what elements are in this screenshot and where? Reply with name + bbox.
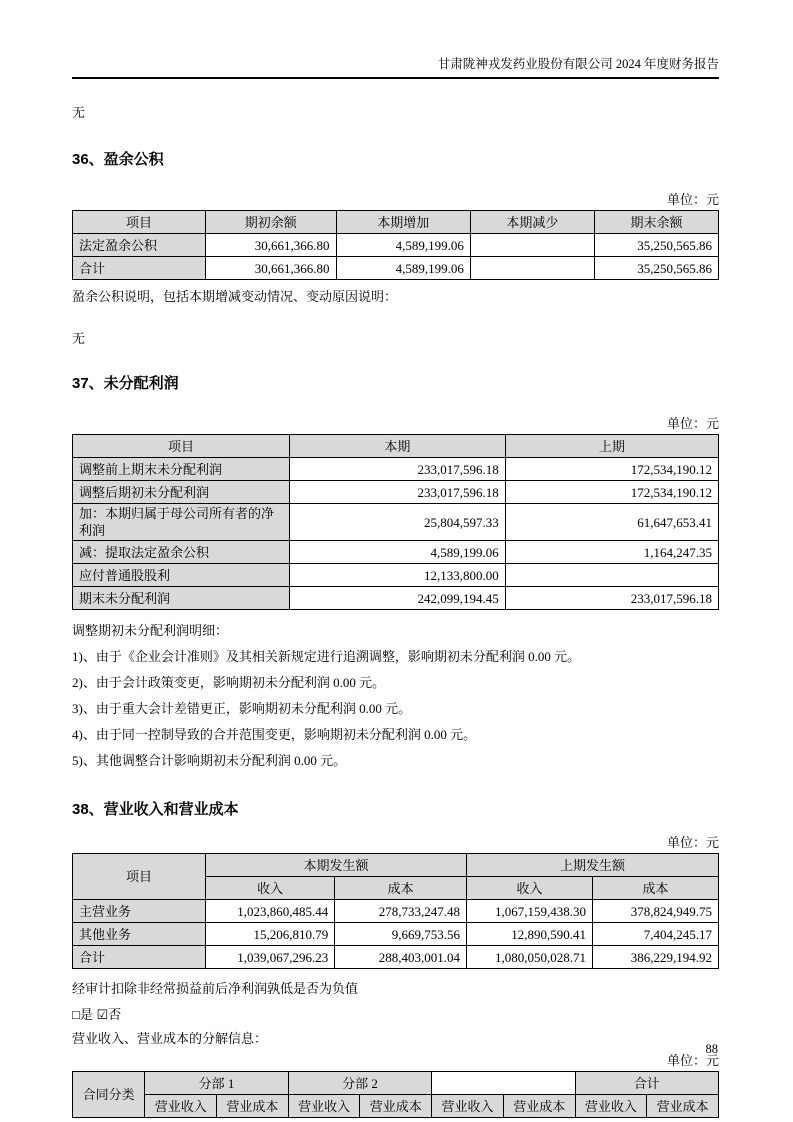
- table-row: [73, 900, 719, 923]
- adjustment-detail-item-5: 5)、其他调整合计影响期初未分配利润 0.00 元。: [72, 753, 347, 768]
- header-cell-closing: 期末余额: [594, 211, 718, 234]
- table-header-row: [73, 435, 719, 458]
- table-row-total: [73, 257, 719, 280]
- row-label-cell: 加：本期归属于母公司所有者的净利润: [73, 504, 290, 541]
- subheader-cell-revenue: 营业收入: [145, 1095, 217, 1118]
- header-cell-total: 合计: [575, 1072, 718, 1095]
- header-cell-increase: 本期增加: [336, 211, 470, 234]
- value-cell: 172,534,190.12: [505, 458, 718, 481]
- value-cell: 1,067,159,438.30: [467, 900, 593, 923]
- header-cell-segment-2: 分部 2: [288, 1072, 431, 1095]
- table-group-header-row: [73, 854, 719, 877]
- value-cell: 386,229,194.92: [593, 946, 719, 969]
- row-label-cell: 期末未分配利润: [73, 587, 290, 610]
- adjustment-detail-intro: 调整期初未分配利润明细：: [72, 623, 229, 638]
- row-label-cell: 调整前上期末未分配利润: [73, 458, 290, 481]
- subheader-cell-cost: 营业成本: [217, 1095, 289, 1118]
- value-cell: 233,017,596.18: [505, 587, 718, 610]
- value-cell: 378,824,949.75: [593, 900, 719, 923]
- value-cell: 1,080,050,028.71: [467, 946, 593, 969]
- value-cell-empty: 1,164,247.35: [505, 541, 718, 564]
- header-cell-segment-blank: [432, 1072, 575, 1095]
- value-cell: 30,661,366.80: [206, 234, 336, 257]
- value-cell: 15,206,810.79: [206, 923, 335, 946]
- value-cell: 288,403,001.04: [335, 946, 467, 969]
- header-cell-opening: 期初余额: [206, 211, 336, 234]
- subheader-cell-income: 收入: [206, 877, 335, 900]
- header-cell-current-period: 本期发生额: [206, 854, 467, 877]
- section37-unit-label: 单位：元: [666, 416, 719, 431]
- table-row: [73, 504, 719, 541]
- value-cell-empty: [505, 564, 718, 587]
- value-cell: 12,133,800.00: [290, 564, 506, 587]
- table-row-total: [73, 587, 719, 610]
- value-cell-empty: [470, 234, 594, 257]
- value-cell: 4,589,199.06: [290, 541, 506, 564]
- adjustment-detail-item-1: 1)、由于《企业会计准则》及其相关新规定进行追溯调整，影响期初未分配利润 0.00 元。: [72, 649, 581, 664]
- section36-heading: 36、盈余公积: [72, 151, 164, 168]
- adjustment-detail-item-3: 3)、由于重大会计差错更正，影响期初未分配利润 0.00 元。: [72, 701, 412, 716]
- value-cell-empty: [470, 257, 594, 280]
- subheader-cell-cost: 营业成本: [647, 1095, 719, 1118]
- checkbox-yes: □是: [72, 1007, 93, 1022]
- revenue-breakdown-table: [72, 1071, 719, 1118]
- header-cell-item: 项目: [73, 854, 206, 900]
- subheader-cell-cost: 成本: [593, 877, 719, 900]
- value-cell: 233,017,596.18: [290, 458, 506, 481]
- value-cell: 35,250,565.86: [594, 234, 718, 257]
- row-label-cell: 合计: [73, 946, 206, 969]
- header-cell-item: 项目: [73, 435, 290, 458]
- adjustment-detail-item-2: 2)、由于会计政策变更，影响期初未分配利润 0.00 元。: [72, 675, 386, 690]
- value-cell: 9,669,753.56: [335, 923, 467, 946]
- header-cell-item: 项目: [73, 211, 206, 234]
- subheader-cell-revenue: 营业收入: [432, 1095, 504, 1118]
- value-cell: 61,647,653.41: [505, 504, 718, 541]
- table-row: [73, 458, 719, 481]
- subheader-cell-income: 收入: [467, 877, 593, 900]
- table-header-row: [73, 211, 719, 234]
- surplus-reserve-note: 盈余公积说明，包括本期增减变动情况、变动原因说明：: [72, 289, 398, 304]
- breakdown-intro-text: 营业收入、营业成本的分解信息：: [72, 1031, 268, 1046]
- header-cell-prior: 上期: [505, 435, 718, 458]
- value-cell: 233,017,596.18: [290, 481, 506, 504]
- section36-unit-label: 单位：元: [666, 192, 719, 207]
- subheader-cell-cost: 营业成本: [503, 1095, 575, 1118]
- none-text-2: 无: [72, 331, 86, 346]
- table-group-header-row: [73, 1072, 719, 1095]
- value-cell: 4,589,199.06: [336, 257, 470, 280]
- row-label-cell-indented: 应付普通股股利: [73, 564, 290, 587]
- value-cell: 1,039,067,296.23: [206, 946, 335, 969]
- adjustment-detail-item-4: 4)、由于同一控制导致的合并范围变更，影响期初未分配利润 0.00 元。: [72, 727, 477, 742]
- table-row: [73, 234, 719, 257]
- table-row: [73, 923, 719, 946]
- page-number: 88: [705, 1042, 718, 1056]
- subheader-cell-revenue: 营业收入: [575, 1095, 647, 1118]
- header-cell-segment-1: 分部 1: [145, 1072, 288, 1095]
- value-cell: 278,733,247.48: [335, 900, 467, 923]
- value-cell: 4,589,199.06: [336, 234, 470, 257]
- row-label-cell: 调整后期初未分配利润: [73, 481, 290, 504]
- row-label-cell: 合计: [73, 257, 206, 280]
- breakdown-unit-label: 单位：元: [666, 1053, 719, 1068]
- section38-unit-label: 单位：元: [666, 835, 719, 850]
- table-row: [73, 564, 719, 587]
- value-cell: 25,804,597.33: [290, 504, 506, 541]
- subheader-cell-cost: 成本: [335, 877, 467, 900]
- value-cell: 12,890,590.41: [467, 923, 593, 946]
- none-text-1: 无: [72, 105, 86, 120]
- subheader-cell-revenue: 营业收入: [288, 1095, 360, 1118]
- header-cell-decrease: 本期减少: [470, 211, 594, 234]
- value-cell: 30,661,366.80: [206, 257, 336, 280]
- header-cell-contract-class: 合同分类: [73, 1072, 145, 1118]
- value-cell: 242,099,194.45: [290, 587, 506, 610]
- checkbox-row: [72, 1007, 719, 1023]
- row-label-cell: 法定盈余公积: [73, 234, 206, 257]
- report-header-title: 甘肃陇神戎发药业股份有限公司 2024 年度财务报告: [72, 56, 719, 79]
- undistributed-profit-table: [72, 434, 719, 610]
- section38-heading: 38、营业收入和营业成本: [72, 801, 239, 818]
- revenue-cost-table: [72, 853, 719, 969]
- audit-question-text: 经审计扣除非经常损益前后净利润孰低是否为负值: [72, 981, 359, 996]
- table-row: [73, 541, 719, 564]
- value-cell: 172,534,190.12: [505, 481, 718, 504]
- table-row-total: [73, 946, 719, 969]
- header-cell-prior-period: 上期发生额: [467, 854, 719, 877]
- value-cell: 35,250,565.86: [594, 257, 718, 280]
- row-label-cell: 减：提取法定盈余公积: [73, 541, 290, 564]
- section37-heading: 37、未分配利润: [72, 375, 179, 392]
- value-cell: 7,404,245.17: [593, 923, 719, 946]
- subheader-cell-cost: 营业成本: [360, 1095, 432, 1118]
- checkbox-no: ☑否: [96, 1007, 122, 1022]
- value-cell: 1,023,860,485.44: [206, 900, 335, 923]
- row-label-cell: 其他业务: [73, 923, 206, 946]
- table-subheader-row: [73, 1095, 719, 1118]
- header-cell-current: 本期: [290, 435, 506, 458]
- row-label-cell: 主营业务: [73, 900, 206, 923]
- surplus-reserve-table: [72, 210, 719, 280]
- table-row: [73, 481, 719, 504]
